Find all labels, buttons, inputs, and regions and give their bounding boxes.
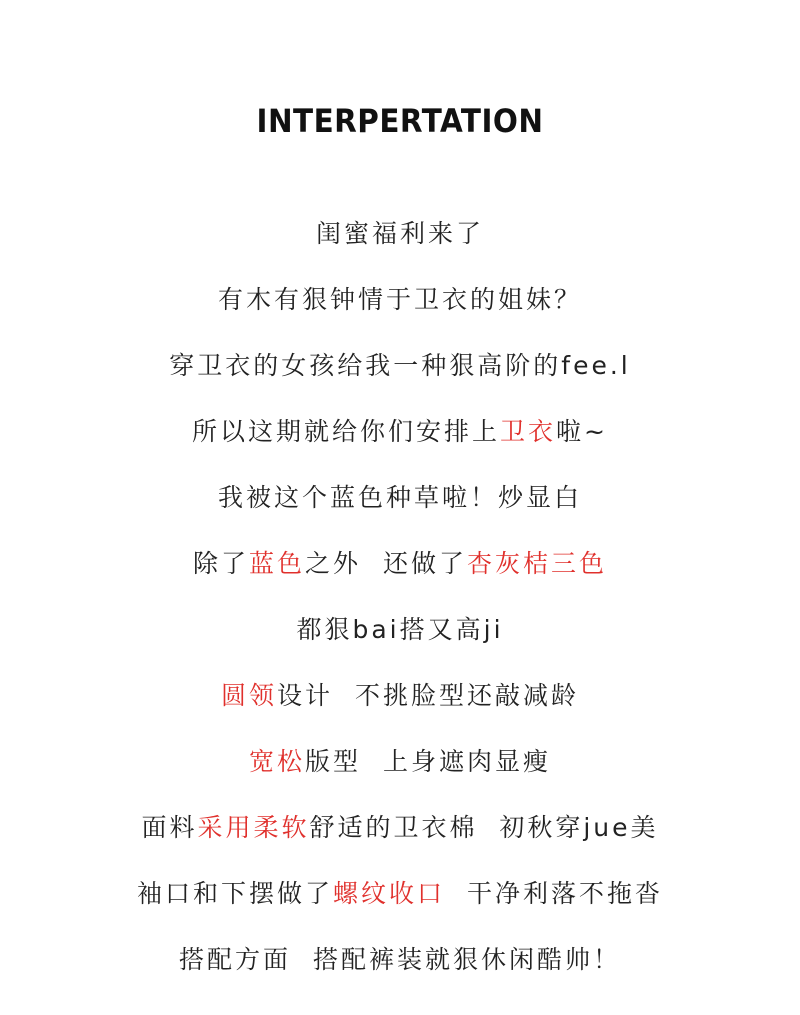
line-text: 我被这个蓝色种草啦！炒显白: [217, 483, 582, 512]
line-text: 设计 不挑脸型还敲减龄: [277, 681, 579, 710]
text-line: [0, 872, 800, 938]
line-text: 所以这期就给你们安排上: [192, 417, 501, 446]
highlight-text: 杏灰桔三色: [466, 549, 607, 578]
line-text: 闺蜜福利来了: [315, 219, 484, 248]
text-line: [0, 674, 800, 740]
highlight-text: 卫衣: [500, 417, 557, 446]
text-line: [0, 806, 800, 872]
highlight-text: 蓝色: [249, 549, 306, 578]
line-text: 除了: [193, 549, 250, 578]
line-text: 穿卫衣的女孩给我一种狠高阶的fee.l: [169, 351, 631, 380]
line-text: 有木有狠钟情于卫衣的姐妹？: [217, 285, 582, 314]
text-line: [0, 278, 800, 344]
line-text: 啦~: [556, 417, 608, 446]
line-text: 袖口和下摆做了: [137, 879, 334, 908]
text-line: [0, 542, 800, 608]
text-line: [0, 476, 800, 542]
line-text: 干净利落不拖沓: [445, 879, 663, 908]
text-line: [0, 212, 800, 278]
highlight-text: 螺纹收口: [333, 879, 446, 908]
text-line: [0, 608, 800, 674]
body-text: [0, 212, 800, 1004]
highlight-text: 采用柔软: [197, 813, 310, 842]
text-line: [0, 410, 800, 476]
line-text: 舒适的卫衣棉 初秋穿jue美: [309, 813, 659, 842]
text-line: [0, 938, 800, 1004]
highlight-text: 圆领: [221, 681, 278, 710]
line-text: 面料: [141, 813, 198, 842]
highlight-text: 宽松: [249, 747, 306, 776]
line-text: 之外 还做了: [305, 549, 467, 578]
line-text: 搭配方面 搭配裤装就狠休闲酷帅！: [179, 945, 621, 974]
text-line: [0, 740, 800, 806]
page-title: INTERPERTATION: [256, 102, 544, 140]
text-line: [0, 344, 800, 410]
line-text: 都狠bai搭又高ji: [296, 615, 504, 644]
line-text: 版型 上身遮肉显瘦: [305, 747, 551, 776]
